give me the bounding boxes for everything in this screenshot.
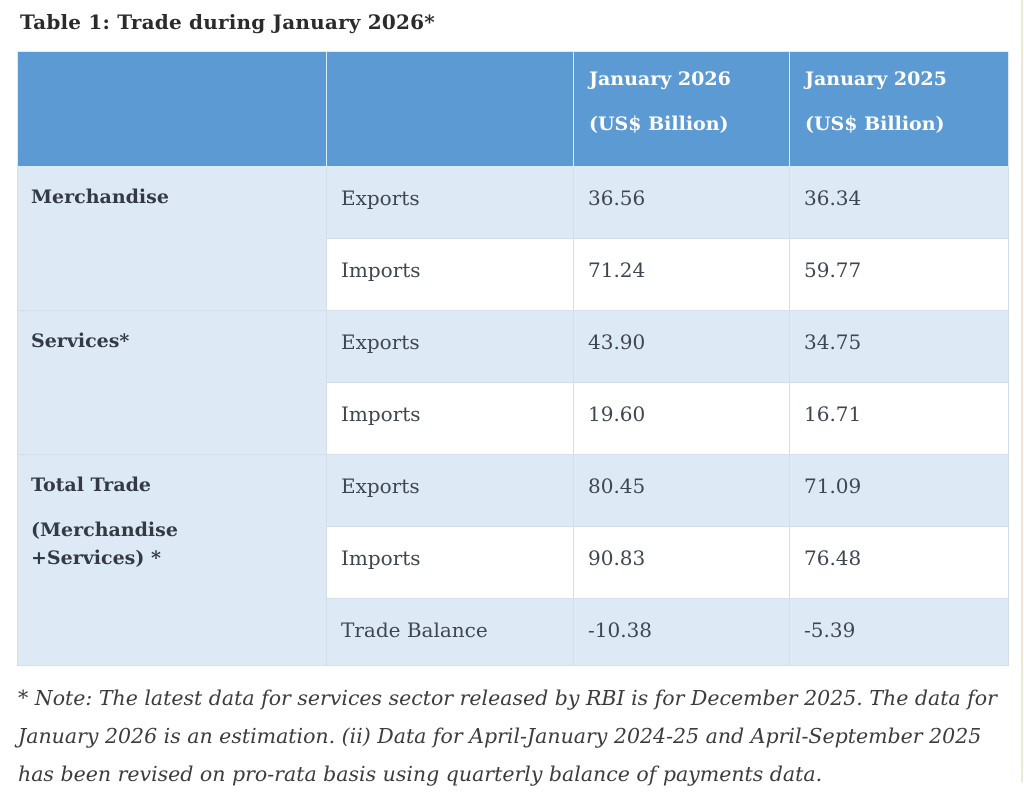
value-cell-2025: 59.77	[790, 239, 1009, 311]
value-cell-2026: 43.90	[574, 311, 790, 383]
flow-label-cell: Imports	[327, 527, 574, 599]
table-row	[18, 311, 1009, 383]
header-jan-2026-line2: (US$ Billion)	[589, 113, 729, 135]
table-header	[18, 52, 1009, 167]
table-row	[18, 455, 1009, 527]
category-label: Merchandise	[31, 186, 169, 208]
flow-label-cell: Imports	[327, 239, 574, 311]
flow-label-cell: Exports	[327, 311, 574, 383]
value-cell-2025: 16.71	[790, 383, 1009, 455]
value-cell-2026: -10.38	[574, 599, 790, 666]
value-cell-2025: 36.34	[790, 167, 1009, 239]
value-cell-2025: 76.48	[790, 527, 1009, 599]
table-title: Table 1: Trade during January 2026*	[20, 10, 435, 34]
header-row	[18, 52, 1009, 167]
trade-table	[17, 51, 1009, 666]
flow-label-cell: Exports	[327, 167, 574, 239]
header-cell-jan-2026	[574, 52, 790, 167]
category-cell-services	[18, 311, 327, 455]
flow-label-cell: Trade Balance	[327, 599, 574, 666]
value-cell-2026: 90.83	[574, 527, 790, 599]
value-cell-2025: -5.39	[790, 599, 1009, 666]
table-row	[18, 167, 1009, 239]
category-cell-total-trade	[18, 455, 327, 666]
category-label: Total Trade	[31, 474, 152, 496]
value-cell-2026: 19.60	[574, 383, 790, 455]
value-cell-2025: 71.09	[790, 455, 1009, 527]
header-cell-jan-2025	[790, 52, 1009, 167]
value-cell-2025: 34.75	[790, 311, 1009, 383]
header-cell-category	[18, 52, 327, 167]
header-jan-2026-line1: January 2026	[589, 68, 731, 90]
header-cell-flow	[327, 52, 574, 167]
category-label: Services*	[31, 330, 130, 352]
category-label-line2: (Merchandise +Services) *	[31, 519, 178, 569]
footnote: * Note: The latest data for services sector released by RBI is for December 2025. The data for January 2026 is an estimation. (ii) Data for April-January 2024-25 and April-September 2025 has been revised on pro-rata basis using quarterly balance of payments data.	[18, 686, 997, 786]
value-cell-2026: 36.56	[574, 167, 790, 239]
page-edge-border	[1021, 0, 1023, 782]
flow-label-cell: Imports	[327, 383, 574, 455]
header-jan-2025-line1: January 2025	[805, 68, 947, 90]
table-body	[18, 167, 1009, 666]
value-cell-2026: 80.45	[574, 455, 790, 527]
header-jan-2025-line2: (US$ Billion)	[805, 113, 945, 135]
flow-label-cell: Exports	[327, 455, 574, 527]
category-cell-merchandise	[18, 167, 327, 311]
value-cell-2026: 71.24	[574, 239, 790, 311]
